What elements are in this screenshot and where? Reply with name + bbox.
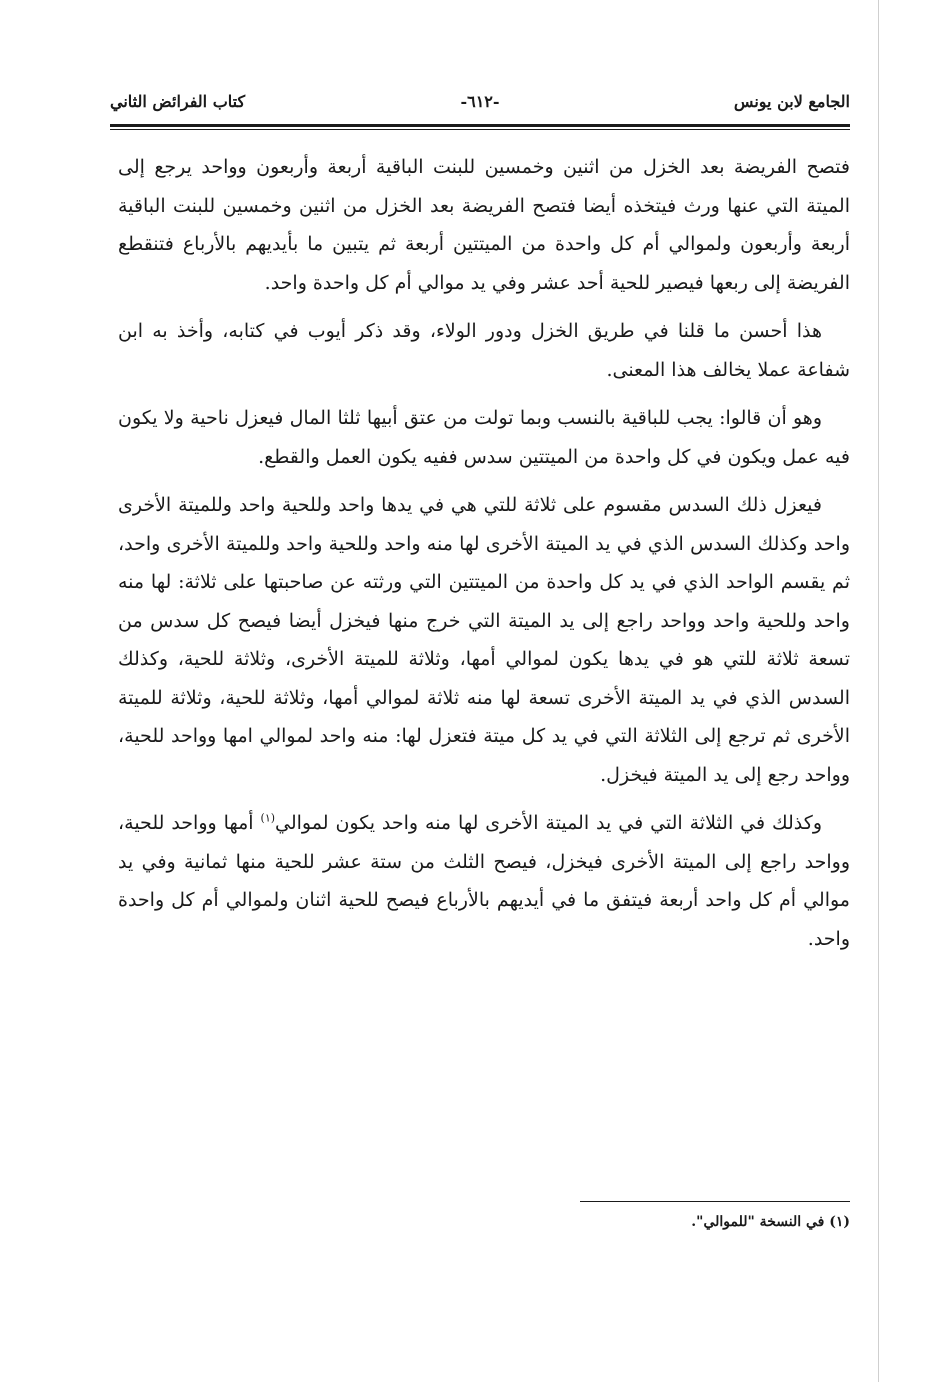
page-edge-line <box>878 0 879 1382</box>
paragraph-text: وكذلك في الثلاثة التي في يد الميتة الأخرى لها منه واحد يكون لموالي <box>275 812 822 834</box>
header-book-title: الجامع لابن يونس <box>733 92 850 111</box>
footnote-rule <box>580 1201 850 1202</box>
header-page-number: -٦١٢- <box>460 92 500 111</box>
paragraph: هذا أحسن ما قلنا في طريق الخزل ودور الولاء، وقد ذكر أيوب في كتابه، وأخذ به ابن شفاعة عملا يخالف هذا المعنى. <box>118 320 850 381</box>
footnote: (١) في النسخة "للموالي". <box>691 1214 850 1230</box>
header-rule <box>110 124 850 130</box>
paragraph <box>118 804 850 958</box>
paragraph: وهو أن قالوا: يجب للباقية بالنسب وبما تولت من عتق أبيها ثلثا المال فيعزل ناحية ولا يكون فيه عمل ويكون في كل واحدة من الميتتين سدس ففيه يكون العمل والقطع. <box>118 407 850 468</box>
running-header <box>110 88 850 118</box>
main-text <box>118 148 850 968</box>
paragraph: فتصح الفريضة بعد الخزل من اثنين وخمسين للبنت الباقية أربعة وأربعون وواحد يرجع إلى الميتة التي عنها ورث فيتخذه أيضا فتصح الفريضة بعد الخزل من اثنين وخمسين للبنت الباقية أربعة وأربعون ولموالي أم كل واحدة من الميتتين أربعة ثم يتبين ما بأيديهم بالأرباع فتنقطع الفريضة إلى ربعها فيصير للحية أحد عشر وفي يد موالي أم كل واحدة واحد. <box>118 156 850 294</box>
paragraph-text: أمها وواحد للحية، وواحد راجع إلى الميتة الأخرى فيخزل، فيصح الثلث من ستة عشر للحية منها ثمانية وفي يد موالي أم كل واحد أربعة فيتفق ما في أيديهم بالأرباع فيصح للحية اثنان ولموالي أم كل واحدة واحد. <box>118 812 850 950</box>
header-chapter-title: كتاب الفرائض الثاني <box>110 92 246 111</box>
paragraph: فيعزل ذلك السدس مقسوم على ثلاثة للتي هي في يدها واحد وللحية واحد وللميتة الأخرى واحد وكذلك السدس الذي في يد الميتة الأخرى لها منه واحد وللحية واحد وللميتة الأخرى واحد، ثم يقسم الواحد الذي في يد كل واحدة من الميتتين التي ورثته عن صاحبتها على ثلاثة: لها منه واحد وللحية واحد وواحد راجع إلى يد الميتة التي خرج منها فيخزل أيضا فيصح كل سدس من تسعة ثلاثة للتي هو في يدها يكون لموالي أمها، وثلاثة للميتة الأخرى، وثلاثة للحية، وكذلك السدس الذي في يد الميتة الأخرى تسعة لها منه ثلاثة لموالي أمها، وثلاثة للحية، وثلاثة للميتة الأخرى ثم ترجع إلى الثلاثة التي في يد كل ميتة فتعزل لها: منه واحد لموالي امها وواحد للحية، وواحد رجع إلى يد الميتة فيخزل. <box>118 494 850 786</box>
footnote-reference[interactable]: (١) <box>260 811 276 825</box>
